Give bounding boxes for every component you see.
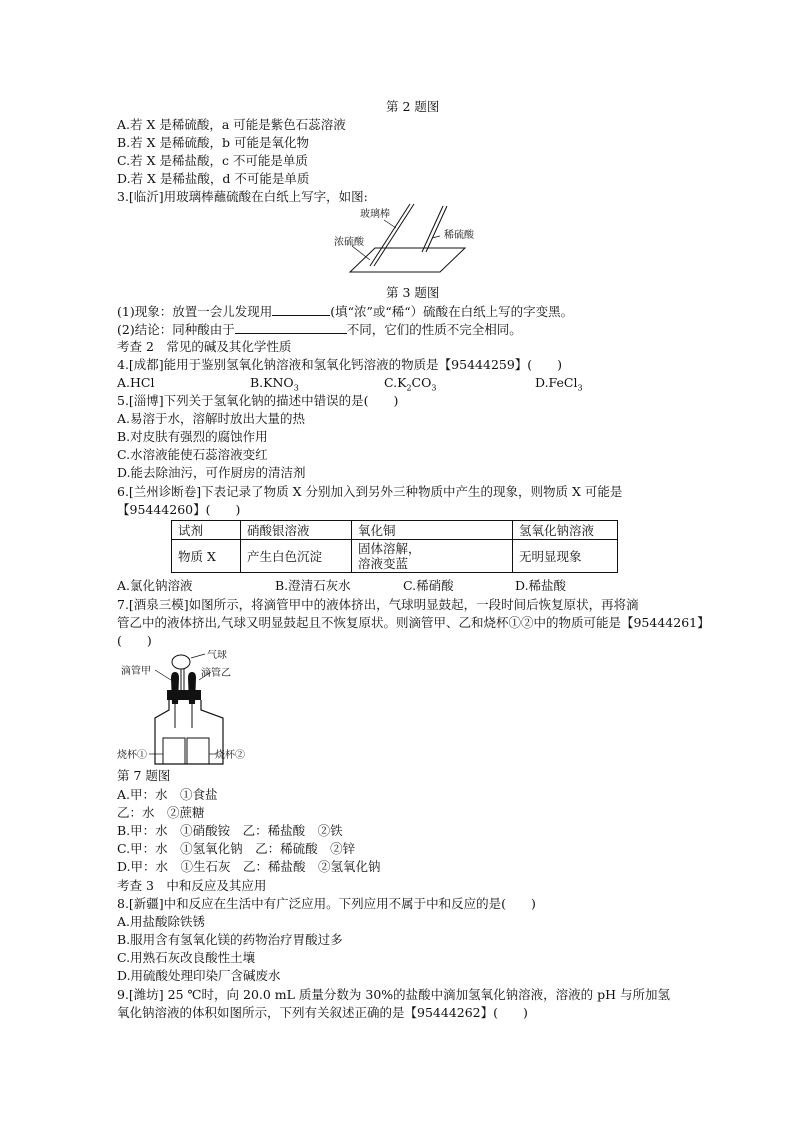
q8-option-d: D.用硫酸处理印染厂含碱废水 xyxy=(117,968,281,983)
table-cell: 无明显现象 xyxy=(513,540,618,573)
label-beaker-2: 烧杯② xyxy=(215,750,245,761)
q9-stem-line1: 9.[潍坊] 25 ℃时，向 20.0 mL 质量分数为 30%的盐酸中滴加氢氧化钠溶液，溶液的 pH 与所加氢 xyxy=(117,987,671,1002)
section-2-heading: 考查 2 常见的碱及其化学性质 xyxy=(117,339,292,354)
q2-option-d: D.若 X 是稀盐酸，d 不可能是单质 xyxy=(117,171,310,186)
q7-option-a-cont: 乙：水 ②蔗糖 xyxy=(117,805,205,820)
table-header: 硝酸银溶液 xyxy=(241,521,352,540)
q2-option-b: B.若 X 是稀硫酸，b 可能是氧化物 xyxy=(117,135,309,150)
q6-option-d: D.稀盐酸 xyxy=(515,578,567,593)
q7-stem-line1: 7.[酒泉三模]如图所示，将滴管甲中的液体挤出，气球明显鼓起，一段时间后恢复原状，再将滴 xyxy=(117,597,639,612)
q3-part2-a: (2)结论：同种酸由于 xyxy=(117,322,235,337)
table-cell: 固体溶解， 溶液变蓝 xyxy=(352,540,513,573)
q4-stem: 4.[成都]能用于鉴别氢氧化钠溶液和氢氧化钙溶液的物质是【95444259】( ) xyxy=(117,357,563,372)
q8-option-a: A.用盐酸除铁锈 xyxy=(117,914,206,929)
q7-stem-line3: ( ) xyxy=(117,633,152,648)
q3-part1-b: (填“浓”或“稀“）硫酸在白纸上写的字变黑。 xyxy=(330,304,574,319)
q3-part2 xyxy=(117,321,522,338)
label-dilute-acid: 稀硫酸 xyxy=(444,230,474,241)
q6-stem-line2: 【95444260】( ) xyxy=(117,502,241,517)
label-rod: 玻璃棒 xyxy=(360,209,390,220)
label-dropper-a: 滴管甲 xyxy=(121,666,151,677)
label-balloon: 气球 xyxy=(207,650,227,661)
answer-blank xyxy=(235,321,347,334)
q5-stem: 5.[淄博]下列关于氢氧化钠的描述中错误的是( ) xyxy=(117,393,399,408)
fig7-caption: 第 7 题图 xyxy=(117,768,171,783)
q7-option-a: A.甲：水 ①食盐 xyxy=(117,787,218,802)
label-conc-acid: 浓硫酸 xyxy=(334,237,364,248)
q9-stem-line2: 氧化钠溶液的体积如图所示，下列有关叙述正确的是【95444262】( ) xyxy=(117,1005,528,1020)
table-cell: 产生白色沉淀 xyxy=(241,540,352,573)
fig2-caption: 第 2 题图 xyxy=(386,99,440,114)
table-row xyxy=(172,540,618,573)
q8-option-b: B.服用含有氢氧化镁的药物治疗胃酸过多 xyxy=(117,932,343,947)
flask xyxy=(155,700,223,764)
q4-option-c: $C.K_2CO_3$ xyxy=(384,375,437,393)
balloon xyxy=(172,655,190,669)
label-beaker-1: 烧杯① xyxy=(117,750,147,761)
q7-option-c: C.甲：水 ①氢氧化钠 乙：稀硫酸 ②锌 xyxy=(117,841,356,856)
section-3-heading: 考查 3 中和反应及其应用 xyxy=(117,878,267,893)
q7-option-d: D.甲：水 ①生石灰 乙：稀盐酸 ②氢氧化钠 xyxy=(117,859,381,874)
table-header: 氧化铜 xyxy=(352,521,513,540)
q4-option-b: $B.KNO_3$ xyxy=(250,375,299,393)
fig3-caption: 第 3 题图 xyxy=(386,285,440,300)
q5-option-b: B.对皮肤有强烈的腐蚀作用 xyxy=(117,429,268,444)
paper-sheet xyxy=(350,248,465,272)
table-header: 试剂 xyxy=(172,521,241,540)
table-header-row xyxy=(172,521,618,540)
q3-stem: 3.[临沂]用玻璃棒蘸硫酸在白纸上写字，如图: xyxy=(117,189,368,204)
q8-option-c: C.用熟石灰改良酸性土壤 xyxy=(117,950,256,965)
beaker-2 xyxy=(187,738,209,764)
q3-part2-b: 不同，它们的性质不完全相同。 xyxy=(346,322,522,337)
q7-option-b: B.甲：水 ①硝酸铵 乙：稀盐酸 ②铁 xyxy=(117,823,343,838)
table-header: 氢氧化钠溶液 xyxy=(513,521,618,540)
fig7-diagram xyxy=(115,650,255,768)
q4-option-d: D.FeCl$_3$ xyxy=(535,375,583,393)
beaker-1 xyxy=(163,738,185,764)
stopper xyxy=(167,690,201,700)
q7-stem-line2: 管乙中的液体挤出,气球又明显鼓起且不恢复原状。则滴管甲、乙和烧杯①②中的物质可能是【95444261】 xyxy=(117,615,710,630)
q4-option-a: A.HCl xyxy=(117,375,155,390)
fig3-diagram xyxy=(330,200,480,280)
q6-stem-line1: 6.[兰州诊断卷]下表记录了物质 X 分别加入到另外三种物质中产生的现象，则物质 X 可能是 xyxy=(117,484,623,499)
answer-blank xyxy=(272,303,330,316)
q2-option-c: C.若 X 是稀盐酸，c 不可能是单质 xyxy=(117,153,308,168)
q3-part1 xyxy=(117,303,573,320)
q5-option-a: A.易溶于水，溶解时放出大量的热 xyxy=(117,411,306,426)
q3-part1-a: (1)现象：放置一会儿发现用 xyxy=(117,304,273,319)
table-cell: 物质 X xyxy=(172,540,241,573)
q5-option-d: D.能去除油污，可作厨房的清洁剂 xyxy=(117,465,306,480)
q2-option-a: A.若 X 是稀硫酸，a 可能是紫色石蕊溶液 xyxy=(117,117,346,132)
q5-option-c: C.水溶液能使石蕊溶液变红 xyxy=(117,447,268,462)
q6-table xyxy=(171,520,618,573)
q6-option-c: C.稀硝酸 xyxy=(403,578,454,593)
q8-stem: 8.[新疆]中和反应在生活中有广泛应用。下列应用不属于中和反应的是( ) xyxy=(117,896,536,911)
q6-option-a: A.氯化钠溶液 xyxy=(117,578,193,593)
q6-option-b: B.澄清石灰水 xyxy=(275,578,351,593)
label-dropper-b: 滴管乙 xyxy=(201,668,231,679)
